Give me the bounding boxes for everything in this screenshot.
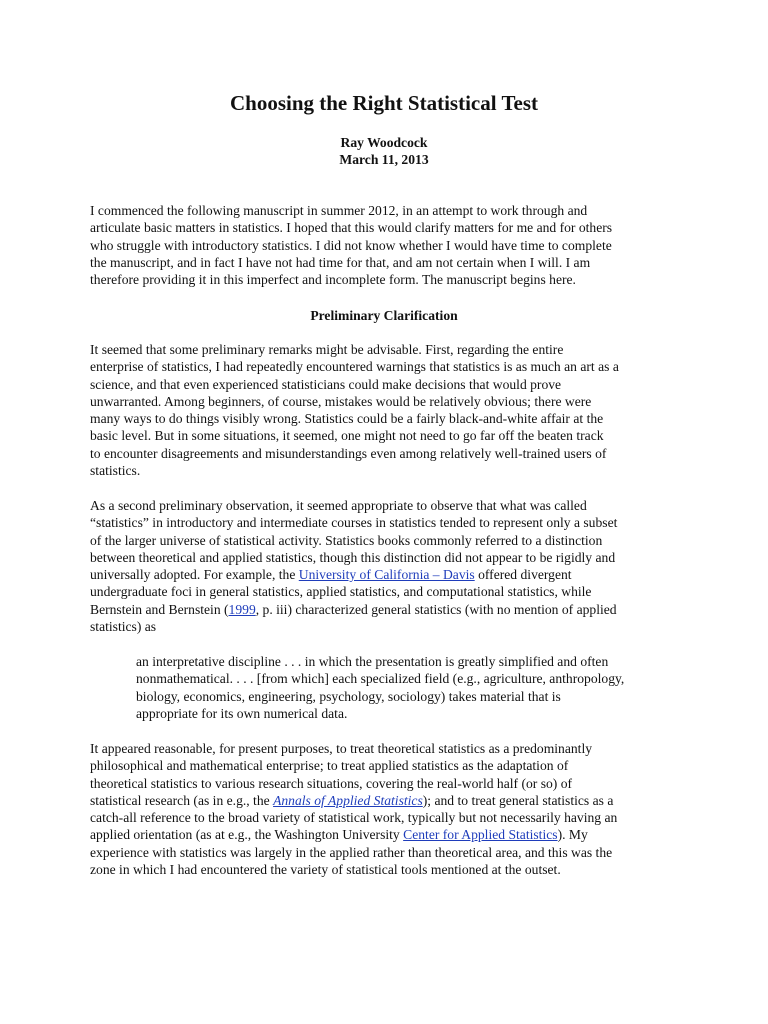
section-heading: Preliminary Clarification [310,308,458,323]
text-line: appropriate for its own numerical data. [136,705,348,721]
text-line: statistics. [90,463,141,479]
text-line [90,826,690,843]
text-line [90,792,690,809]
text-line: zone in which I had encountered the variety of statistical tools mentioned at the outset. [90,862,561,878]
paragraph-preliminary-remarks [90,341,690,479]
text-fragment: Bernstein and Bernstein ( [90,601,229,617]
text-line: It seemed that some preliminary remarks might be advisable. First, regarding the entire [90,342,564,357]
text-line: enterprise of statistics, I had repeatedly encountered warnings that statistics is as much an art as a [90,359,619,375]
text-line [90,601,690,618]
text-line: to encounter disagreements and misunderstandings even among relatively well-trained users of [90,445,607,461]
uc-davis-link[interactable]: University of California – Davis [298,567,475,583]
text-line: science, and that even experienced statisticians could make decisions that would prove [90,376,562,392]
text-fragment: offered divergent [474,567,572,583]
document-title: Choosing the Right Statistical Test [229,91,539,115]
text-line: catch-all reference to the broad variety of statistical work, typically but not necessarily having an [90,810,618,826]
text-fragment: , p. iii) characterized general statistics (with no mention of applied [255,601,617,617]
text-line: nonmathematical. . . . [from which] each specialized field (e.g., agriculture, anthropology, [136,671,625,687]
text-fragment: universally adopted. For example, the [90,567,299,583]
author-name: Ray Woodcock [340,135,428,150]
center-applied-statistics-link[interactable]: Center for Applied Statistics [403,827,558,843]
text-line: who struggle with introductory statistics. I did not know whether I would have time to complete [90,237,612,253]
text-line: many ways to do things visibly wrong. Statistics could be a fairly black-and-white affair at the [90,411,604,427]
annals-applied-statistics-link[interactable]: Annals of Applied Statistics [273,792,423,808]
text-line: articulate basic matters in statistics. I hoped that this would clarify matters for me and for others [90,220,613,236]
text-line: I commenced the following manuscript in summer 2012, in an attempt to work through and [90,203,588,218]
text-line: theoretical statistics to various research situations, covering the real-world half (or so) of [90,775,573,791]
text-fragment: statistical research (as in e.g., the [90,792,274,808]
text-fragment: ). My [557,827,588,843]
text-line: the manuscript, and in fact I have not had time for that, and am not certain when I will. I am [90,254,591,270]
text-line: biology, economics, engineering, psychology, sociology) takes material that is [136,688,561,704]
text-line: experience with statistics was largely in the applied rather than theoretical area, and this was the [90,844,613,860]
text-line: As a second preliminary observation, it seemed appropriate to observe that what was called [90,498,587,513]
text-line: an interpretative discipline . . . in which the presentation is greatly simplified and often [136,654,609,669]
text-line: basic level. But in some situations, it seemed, one might not need to go far off the beaten track [90,428,604,444]
text-line [90,566,690,583]
paragraph-definitions [90,740,690,878]
paragraph-second-observation [90,497,690,635]
text-line: therefore providing it in this imperfect and incomplete form. The manuscript begins here. [90,272,576,288]
text-line: undergraduate foci in general statistics, applied statistics, and computational statistics, while [90,584,592,600]
text-line: between theoretical and applied statistics, though this distinction did not appear to be rigidly and [90,549,616,565]
block-quote [136,653,696,722]
text-line: unwarranted. Among beginners, of course, mistakes would be relatively obvious; there were [90,393,592,409]
text-fragment: ); and to treat general statistics as a [422,792,614,808]
citation-1999-link[interactable]: 1999 [228,601,256,617]
text-line: philosophical and mathematical enterprise; to treat applied statistics as the adaptation of [90,758,569,774]
text-line: statistics) as [90,619,157,635]
text-line: “statistics” in introductory and intermediate courses in statistics tended to represent only a subset [90,515,618,531]
text-line: It appeared reasonable, for present purposes, to treat theoretical statistics as a predominantly [90,741,593,756]
intro-paragraph [90,202,690,288]
publication-date: March 11, 2013 [339,152,429,167]
text-fragment: applied orientation (as at e.g., the Washington University [90,827,404,843]
text-line: of the larger universe of statistical activity. Statistics books commonly referred to a distinction [90,532,603,548]
